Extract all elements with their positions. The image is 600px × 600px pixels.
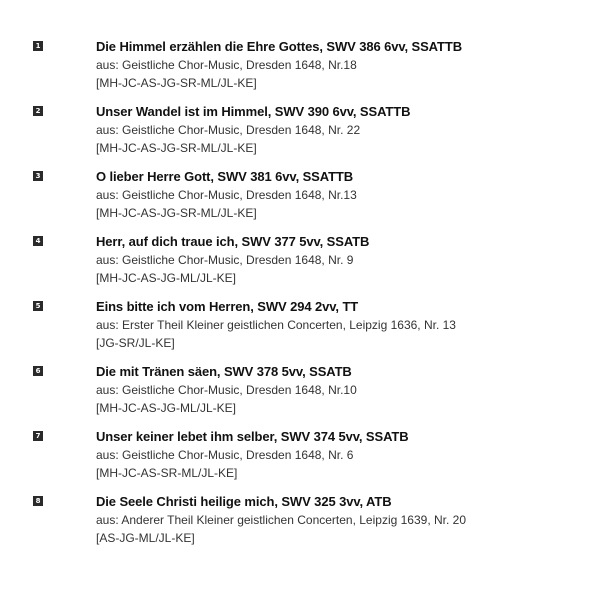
track-item-6 [0,363,600,427]
track-item-7 [0,428,600,492]
track-performers: [MH-JC-AS-SR-ML/JL-KE] [96,466,238,480]
track-text [96,363,586,417]
track-text [96,298,586,352]
track-number: 4 [33,236,43,246]
track-title: Die mit Tränen säen, SWV 378 5vv, SSATB [96,364,352,379]
track-source: aus: Anderer Theil Kleiner geistlichen Concerten, Leipzig 1639, Nr. 20 [96,513,467,527]
track-number: 8 [33,496,43,506]
track-title: Unser Wandel ist im Himmel, SWV 390 6vv, SSATTB [96,104,411,119]
track-performers: [JG-SR/JL-KE] [96,336,175,350]
track-performers: [MH-JC-AS-JG-SR-ML/JL-KE] [96,141,257,155]
track-source: aus: Geistliche Chor-Music, Dresden 1648, Nr. 22 [96,123,361,137]
track-text [96,428,586,482]
track-number: 2 [33,106,43,116]
track-text [96,38,586,92]
track-performers: [MH-JC-AS-JG-SR-ML/JL-KE] [96,76,257,90]
track-title: O lieber Herre Gott, SWV 381 6vv, SSATTB [96,169,354,184]
track-number: 1 [33,41,43,51]
track-item-4 [0,233,600,297]
track-title: Eins bitte ich vom Herren, SWV 294 2vv, TT [96,299,359,314]
track-source: aus: Geistliche Chor-Music, Dresden 1648, Nr.18 [96,58,357,72]
track-text [96,233,586,287]
track-performers: [MH-JC-AS-JG-ML/JL-KE] [96,401,237,415]
track-item-2 [0,103,600,167]
track-number: 5 [33,301,43,311]
track-number: 6 [33,366,43,376]
track-performers: [MH-JC-AS-JG-ML/JL-KE] [96,271,237,285]
track-item-5 [0,298,600,362]
track-title: Herr, auf dich traue ich, SWV 377 5vv, SSATB [96,234,370,249]
track-title: Unser keiner lebet ihm selber, SWV 374 5vv, SSATB [96,429,409,444]
track-item-1 [0,38,600,102]
track-source: aus: Geistliche Chor-Music, Dresden 1648, Nr.10 [96,383,357,397]
track-performers: [MH-JC-AS-JG-SR-ML/JL-KE] [96,206,257,220]
track-item-8 [0,493,600,557]
track-title: Die Seele Christi heilige mich, SWV 325 3vv, ATB [96,494,392,509]
track-text [96,103,586,157]
track-text [96,493,586,547]
track-number: 7 [33,431,43,441]
track-source: aus: Geistliche Chor-Music, Dresden 1648, Nr. 6 [96,448,354,462]
track-performers: [AS-JG-ML/JL-KE] [96,531,195,545]
track-source: aus: Erster Theil Kleiner geistlichen Concerten, Leipzig 1636, Nr. 13 [96,318,456,332]
track-source: aus: Geistliche Chor-Music, Dresden 1648, Nr. 9 [96,253,354,267]
track-title: Die Himmel erzählen die Ehre Gottes, SWV 386 6vv, SSATTB [96,39,462,54]
track-number: 3 [33,171,43,181]
track-item-3 [0,168,600,232]
track-text [96,168,586,222]
track-source: aus: Geistliche Chor-Music, Dresden 1648, Nr.13 [96,188,357,202]
